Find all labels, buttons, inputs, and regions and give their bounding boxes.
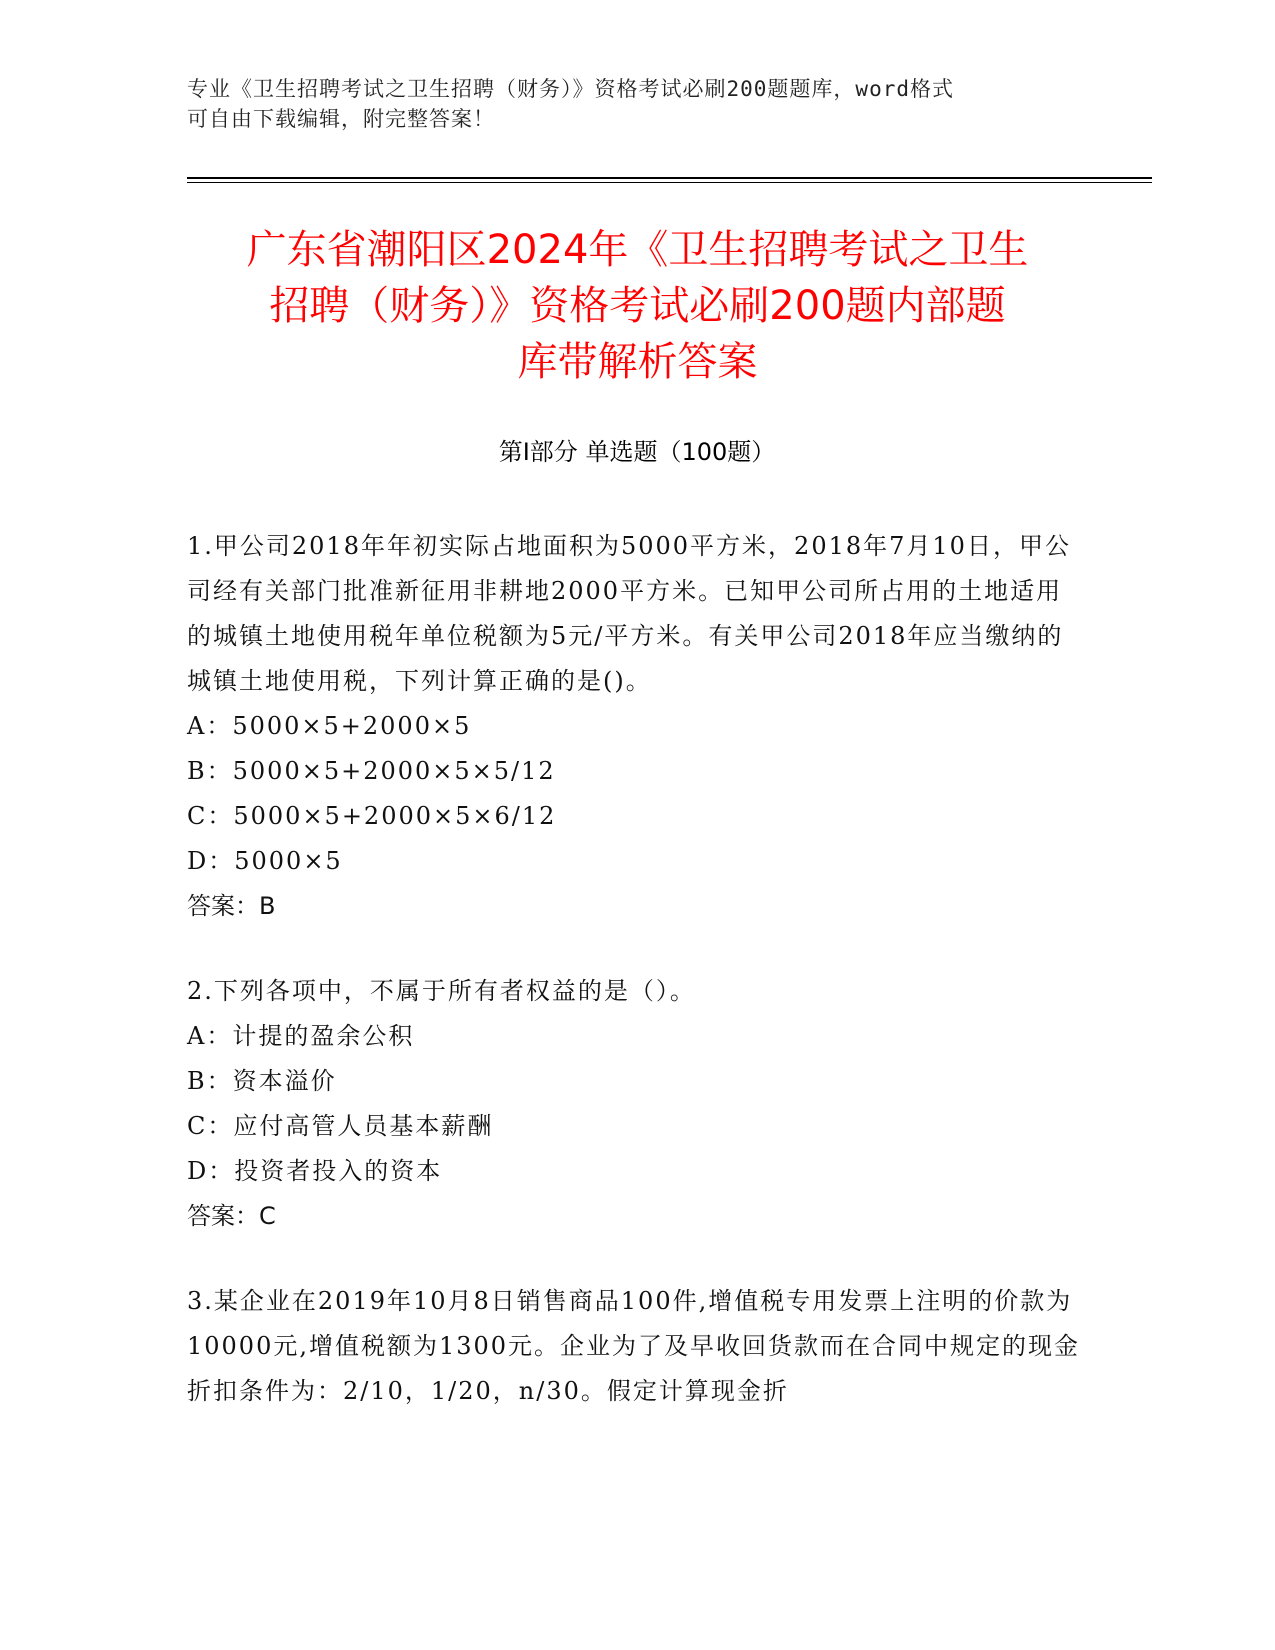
question-text: 1.甲公司2018年年初实际占地面积为5000平方米，2018年7月10日，甲公司经有关部门批准新征用非耕地2000平方米。已知甲公司所占用的土地适用的城镇土地使用税年单位税额为5元/平方米。有关甲公司2018年应当缴纳的城镇土地使用税，下列计算正确的是()。 <box>187 532 1071 695</box>
header-note-line-2: 可自由下载编辑，附完整答案！ <box>187 107 495 131</box>
option-a: A：5000×5+2000×5 <box>187 712 472 740</box>
option-d: D：5000×5 <box>187 847 343 875</box>
question-3 <box>187 1279 1082 1414</box>
title-line-2: 招聘（财务）》资格考试必刷200题内部题 <box>269 283 1006 329</box>
header-divider-thin <box>187 182 1152 183</box>
answer-label: 答案：C <box>187 1202 276 1230</box>
question-list <box>187 524 1082 1454</box>
document-header-note <box>187 74 1087 134</box>
section-heading: 第Ⅰ部分 单选题（100题） <box>498 438 776 466</box>
header-divider-thick <box>187 177 1152 179</box>
option-d: D：投资者投入的资本 <box>187 1157 443 1185</box>
header-note-line-1: 专业《卫生招聘考试之卫生招聘（财务）》资格考试必刷200题题库，word格式 <box>187 77 954 101</box>
question-text: 2.下列各项中，不属于所有者权益的是（）。 <box>187 977 696 1005</box>
answer-label: 答案：B <box>187 892 276 920</box>
option-a: A：计提的盈余公积 <box>187 1022 415 1050</box>
option-c: C：5000×5+2000×5×6/12 <box>187 802 557 830</box>
option-c: C：应付高管人员基本薪酬 <box>187 1112 494 1140</box>
title-line-3: 库带解析答案 <box>517 339 758 385</box>
option-b: B：资本溢价 <box>187 1067 337 1095</box>
title-line-1: 广东省潮阳区2024年《卫生招聘考试之卫生 <box>246 227 1029 273</box>
option-b: B：5000×5+2000×5×5/12 <box>187 757 556 785</box>
question-text: 3.某企业在2019年10月8日销售商品100件,增值税专用发票上注明的价款为10000元,增值税额为1300元。企业为了及早收回货款而在合同中规定的现金折扣条件为：2/10，1/20，n/30。假定计算现金折 <box>187 1287 1081 1405</box>
question-2 <box>187 969 1082 1239</box>
question-1 <box>187 524 1082 929</box>
document-title <box>160 222 1115 390</box>
